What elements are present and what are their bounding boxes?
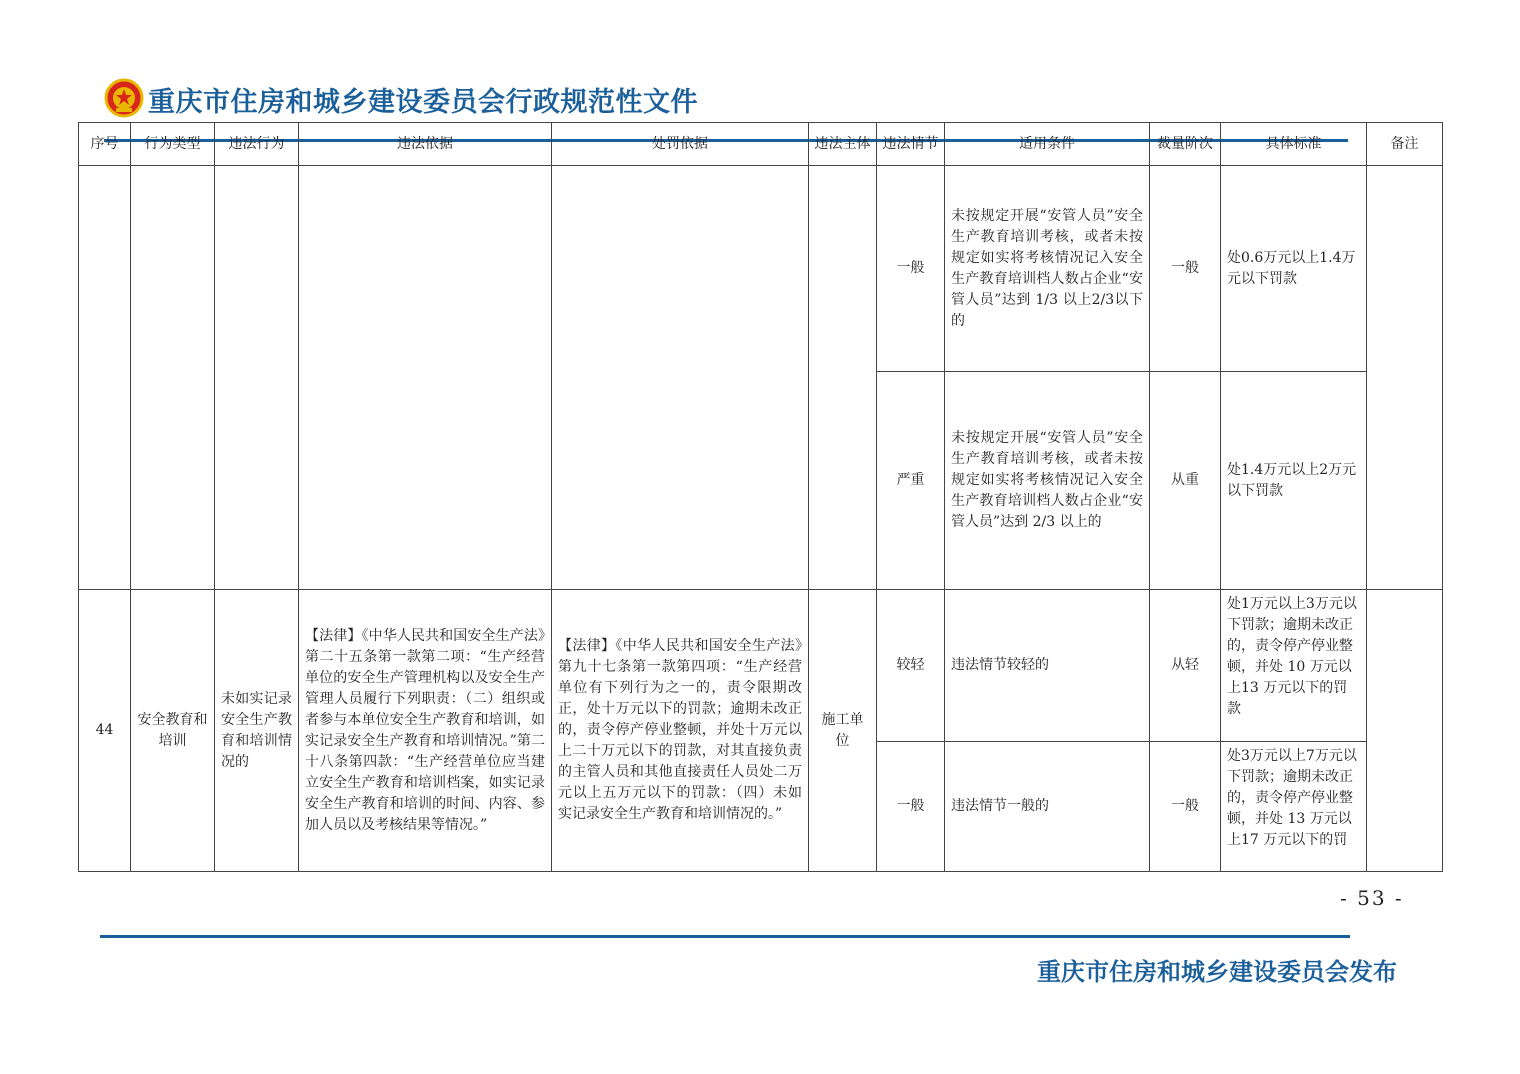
header-remark: 备注 xyxy=(1367,123,1443,166)
header-level: 裁量阶次 xyxy=(1150,123,1221,166)
document-footer-title: 重庆市住房和城乡建设委员会发布 xyxy=(1037,958,1397,986)
standard-cell: 处0.6万元以上1.4万元以下罚款 xyxy=(1221,166,1367,372)
remark-cell xyxy=(1367,590,1443,872)
cont-seq-cell xyxy=(79,166,131,590)
table-row xyxy=(79,590,1443,742)
header-basis: 违法依据 xyxy=(299,123,552,166)
category-cell: 安全教育和培训 xyxy=(131,590,215,872)
cont-remark-cell xyxy=(1367,166,1443,590)
penalty-basis-cell: 【法律】《中华人民共和国安全生产法》第九十七条第一款第四项：“生产经营单位有下列行为之一的，责令限期改正，处十万元以下的罚款；逾期未改正的，责令停产停业整顿，并处十万元以上二十万元以下的罚款，对其直接负责的主管人员和其他直接责任人员处二万元以上五万元以下的罚款：（四）未如实记录安全生产教育和培训情况的。” xyxy=(552,590,809,872)
level-cell: 从轻 xyxy=(1150,590,1221,742)
table-header-row xyxy=(79,123,1443,166)
circumstance-cell: 一般 xyxy=(877,742,945,872)
header-standard: 具体标准 xyxy=(1221,123,1367,166)
cont-behavior-cell xyxy=(215,166,299,590)
level-cell: 一般 xyxy=(1150,742,1221,872)
cont-penalty-basis-cell xyxy=(552,166,809,590)
circumstance-cell: 严重 xyxy=(877,372,945,590)
cont-subject-cell xyxy=(809,166,877,590)
level-cell: 从重 xyxy=(1150,372,1221,590)
basis-cell: 【法律】《中华人民共和国安全生产法》第二十五条第一款第二项：“生产经营单位的安全生产管理机构以及安全生产管理人员履行下列职责：（二）组织或者参与本单位安全生产教育和培训，如实记录安全生产教育和培训情况。”第二十八条第四款：“生产经营单位应当建立安全生产教育和培训档案，如实记录安全生产教育和培训的时间、内容、参加人员以及考核结果等情况。” xyxy=(299,590,552,872)
seq-cell: 44 xyxy=(79,590,131,872)
footer-blue-rule xyxy=(100,935,1350,938)
header-behavior: 违法行为 xyxy=(215,123,299,166)
document-header-title: 重庆市住房和城乡建设委员会行政规范性文件 xyxy=(148,87,698,118)
level-cell: 一般 xyxy=(1150,166,1221,372)
standard-cell: 处3万元以上7万元以下罚款；逾期未改正的，责令停产停业整顿，并处 13 万元以上17 万元以下的罚 xyxy=(1221,742,1367,872)
circumstance-cell: 较轻 xyxy=(877,590,945,742)
header-penalty-basis: 处罚依据 xyxy=(552,123,809,166)
header-seq: 序号 xyxy=(79,123,131,166)
penalty-standard-table xyxy=(78,122,1443,872)
header-category: 行为类型 xyxy=(131,123,215,166)
condition-cell: 违法情节较轻的 xyxy=(945,590,1150,742)
condition-cell: 违法情节一般的 xyxy=(945,742,1150,872)
cont-basis-cell xyxy=(299,166,552,590)
page-number: - 53 - xyxy=(1340,886,1404,910)
standard-cell: 处1万元以上3万元以下罚款；逾期未改正的，责令停产停业整顿，并处 10 万元以上13 万元以下的罚款 xyxy=(1221,590,1367,742)
condition-cell: 未按规定开展“安管人员”安全生产教育培训考核，或者未按规定如实将考核情况记入安全生产教育培训档人数占企业“安管人员”达到 2/3 以上的 xyxy=(945,372,1150,590)
behavior-cell: 未如实记录安全生产教育和培训情况的 xyxy=(215,590,299,872)
subject-cell: 施工单位 xyxy=(809,590,877,872)
header-condition: 适用条件 xyxy=(945,123,1150,166)
header-subject: 违法主体 xyxy=(809,123,877,166)
standard-cell: 处1.4万元以上2万元以下罚款 xyxy=(1221,372,1367,590)
circumstance-cell: 一般 xyxy=(877,166,945,372)
national-emblem-icon xyxy=(104,78,144,118)
cont-category-cell xyxy=(131,166,215,590)
table-row xyxy=(79,166,1443,372)
header-circumstance: 违法情节 xyxy=(877,123,945,166)
condition-cell: 未按规定开展“安管人员”安全生产教育培训考核，或者未按规定如实将考核情况记入安全生产教育培训档人数占企业“安管人员”达到 1/3 以上2/3以下的 xyxy=(945,166,1150,372)
